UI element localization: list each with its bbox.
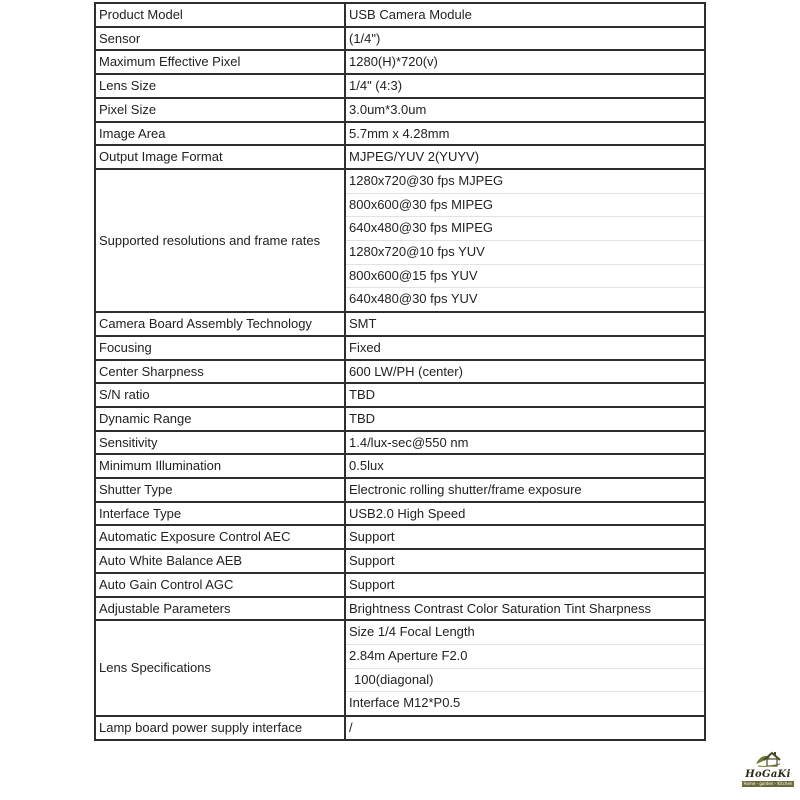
spec-value: USB Camera Module — [345, 3, 705, 27]
lens-spec-value: 2.84m Aperture F2.0 — [345, 644, 705, 668]
table-row — [95, 407, 705, 431]
table-row — [95, 98, 705, 122]
spec-value: Brightness Contrast Color Saturation Tint Sharpness — [345, 597, 705, 621]
lens-spec-value: 100(diagonal) — [345, 668, 705, 692]
table-row — [95, 360, 705, 384]
table-row — [95, 27, 705, 51]
table-row — [95, 525, 705, 549]
spec-label: Center Sharpness — [95, 360, 345, 384]
spec-label: Automatic Exposure Control AEC — [95, 525, 345, 549]
spec-value: Fixed — [345, 336, 705, 360]
table-row — [95, 336, 705, 360]
spec-value: MJPEG/YUV 2(YUYV) — [345, 145, 705, 169]
spec-value: Support — [345, 549, 705, 573]
spec-label: Minimum Illumination — [95, 454, 345, 478]
spec-label: S/N ratio — [95, 383, 345, 407]
lens-spec-value: Interface M12*P0.5 — [345, 692, 705, 716]
resolution-value: 800x600@15 fps YUV — [345, 264, 705, 288]
table-row — [95, 549, 705, 573]
house-leaf-icon — [754, 750, 782, 768]
table-row — [95, 74, 705, 98]
hogaki-watermark-logo — [740, 750, 796, 790]
spec-value: TBD — [345, 383, 705, 407]
spec-value: 600 LW/PH (center) — [345, 360, 705, 384]
resolution-value: 1280x720@10 fps YUV — [345, 241, 705, 265]
spec-label: Pixel Size — [95, 98, 345, 122]
spec-label: Auto Gain Control AGC — [95, 573, 345, 597]
spec-value: 5.7mm x 4.28mm — [345, 122, 705, 146]
table-row — [95, 431, 705, 455]
brand-name: HoGaKi — [745, 769, 791, 780]
spec-label: Image Area — [95, 122, 345, 146]
table-row — [95, 716, 705, 740]
table-row — [95, 122, 705, 146]
spec-value: Support — [345, 525, 705, 549]
resolution-value: 640x480@30 fps YUV — [345, 288, 705, 312]
lens-spec-value: Size 1/4 Focal Length — [345, 620, 705, 644]
table-row — [95, 383, 705, 407]
spec-value: SMT — [345, 312, 705, 336]
spec-value: / — [345, 716, 705, 740]
spec-label: Sensitivity — [95, 431, 345, 455]
spec-label-lens: Lens Specifications — [95, 620, 345, 716]
table-row — [95, 620, 705, 644]
table-row — [95, 597, 705, 621]
spec-value: TBD — [345, 407, 705, 431]
spec-value: 0.5lux — [345, 454, 705, 478]
spec-value: USB2.0 High Speed — [345, 502, 705, 526]
spec-label: Lens Size — [95, 74, 345, 98]
spec-label: Sensor — [95, 27, 345, 51]
spec-label: Product Model — [95, 3, 345, 27]
spec-label: Dynamic Range — [95, 407, 345, 431]
table-row — [95, 502, 705, 526]
table-row — [95, 50, 705, 74]
table-row — [95, 312, 705, 336]
spec-value: Support — [345, 573, 705, 597]
spec-label: Shutter Type — [95, 478, 345, 502]
table-row — [95, 145, 705, 169]
spec-value: 1.4/lux-sec@550 nm — [345, 431, 705, 455]
spec-value: 1280(H)*720(v) — [345, 50, 705, 74]
spec-label: Focusing — [95, 336, 345, 360]
table-row — [95, 169, 705, 193]
resolution-value: 640x480@30 fps MIPEG — [345, 217, 705, 241]
spec-label: Maximum Effective Pixel — [95, 50, 345, 74]
spec-label: Adjustable Parameters — [95, 597, 345, 621]
spec-label: Lamp board power supply interface — [95, 716, 345, 740]
resolution-value: 800x600@30 fps MIPEG — [345, 193, 705, 217]
spec-label: Camera Board Assembly Technology — [95, 312, 345, 336]
table-row — [95, 454, 705, 478]
spec-table — [94, 2, 706, 741]
brand-tagline: Home - garden - Kitchen — [743, 781, 793, 786]
spec-label: Interface Type — [95, 502, 345, 526]
spec-label: Auto White Balance AEB — [95, 549, 345, 573]
resolution-value: 1280x720@30 fps MJPEG — [345, 169, 705, 193]
spec-label: Output Image Format — [95, 145, 345, 169]
spec-value: 1/4" (4:3) — [345, 74, 705, 98]
spec-value: 3.0um*3.0um — [345, 98, 705, 122]
spec-value: Electronic rolling shutter/frame exposure — [345, 478, 705, 502]
table-row — [95, 478, 705, 502]
table-row — [95, 573, 705, 597]
table-row — [95, 3, 705, 27]
spec-value: (1/4") — [345, 27, 705, 51]
spec-label-resolutions: Supported resolutions and frame rates — [95, 169, 345, 312]
